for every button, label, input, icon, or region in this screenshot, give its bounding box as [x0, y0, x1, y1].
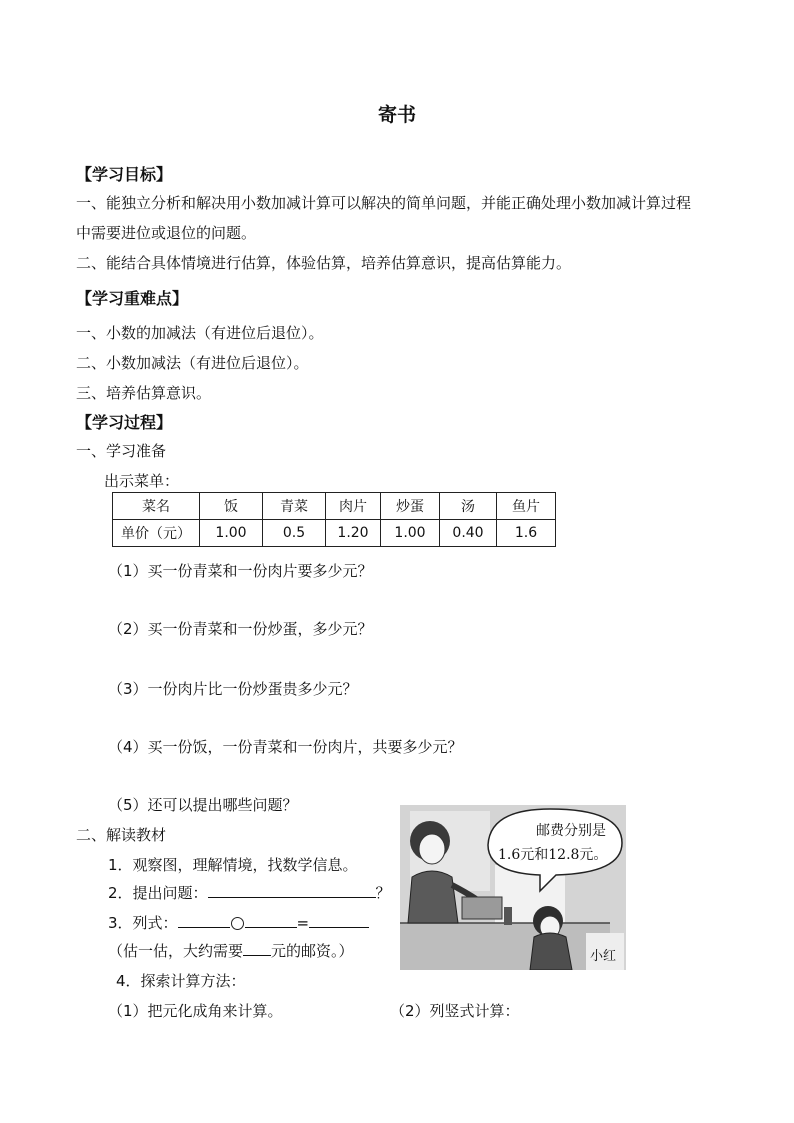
table-cell: 0.5 [263, 520, 326, 547]
method-1: （1）把元化成角来计算。 [108, 1002, 283, 1020]
table-cell: 1.00 [200, 520, 263, 547]
step-1: 1．观察图，理解情境，找数学信息。 [108, 856, 358, 874]
part-1-label: 一、学习准备 [76, 442, 167, 460]
estimate-prefix: （估一估，大约需要 [108, 942, 244, 960]
table-row [113, 520, 556, 547]
section-heading-process: 【学习过程】 [76, 413, 173, 432]
estimate-suffix: 元的邮资。） [271, 942, 354, 960]
step-3-label: 3．列式： [108, 914, 178, 932]
goal-line-3: 二、能结合具体情境进行估算，体验估算，培养估算意识，提高估算能力。 [76, 254, 572, 272]
question-3: （3）一份肉片比一份炒蛋贵多少元？ [108, 680, 358, 698]
table-cell: 菜名 [113, 493, 200, 520]
table-cell: 肉片 [326, 493, 381, 520]
step-2 [108, 882, 391, 903]
step-2-question-mark: ？ [375, 884, 391, 902]
key-point-3: 三、培养估算意识。 [76, 384, 212, 402]
goal-line-2: 中需要进位或退位的问题。 [76, 224, 257, 242]
key-point-2: 二、小数加减法（有进位后退位）。 [76, 354, 309, 372]
table-cell: 0.40 [440, 520, 497, 547]
equals-sign: = [296, 914, 310, 932]
table-cell: 青菜 [263, 493, 326, 520]
goal-line-1: 一、能独立分析和解决用小数加减计算可以解决的简单问题，并能正确处理小数加减计算过程 [76, 194, 692, 212]
method-2: （2）列竖式计算： [390, 1002, 520, 1020]
question-5: （5）还可以提出哪些问题？ [108, 796, 298, 814]
question-1: （1）买一份青菜和一份肉片要多少元？ [108, 562, 373, 580]
table-cell: 单价（元） [113, 520, 200, 547]
step-2-label: 2．提出问题： [108, 884, 208, 902]
step-3 [108, 912, 369, 933]
speech-bubble-line-1: 邮费分别是 [536, 823, 606, 839]
result-blank[interactable] [309, 913, 369, 928]
estimate-line [108, 940, 354, 961]
estimate-blank[interactable] [243, 941, 271, 956]
speech-bubble-line-2: 1.6元和12.8元。 [498, 847, 608, 863]
question-4: （4）买一份饭，一份青菜和一份肉片，共要多少元？ [108, 738, 463, 756]
table-cell: 饭 [200, 493, 263, 520]
page-title: 寄书 [377, 104, 416, 126]
menu-table [112, 492, 556, 547]
section-heading-key-points: 【学习重难点】 [76, 289, 189, 308]
question-blank[interactable] [208, 883, 376, 898]
child-name-label: 小红 [590, 949, 617, 964]
operand-blank-1[interactable] [178, 913, 230, 928]
question-2: （2）买一份青菜和一份炒蛋，多少元？ [108, 620, 373, 638]
table-row [113, 493, 556, 520]
table-cell: 1.00 [381, 520, 440, 547]
operator-circle[interactable] [231, 917, 244, 930]
key-point-1: 一、小数的加减法（有进位后退位）。 [76, 324, 324, 342]
table-cell: 1.20 [326, 520, 381, 547]
table-cell: 1.6 [497, 520, 556, 547]
menu-intro: 出示菜单： [104, 472, 180, 490]
part-2-label: 二、解读教材 [76, 826, 167, 844]
step-4: 4．探索计算方法： [116, 972, 246, 990]
table-cell: 炒蛋 [381, 493, 440, 520]
table-cell: 汤 [440, 493, 497, 520]
table-cell: 鱼片 [497, 493, 556, 520]
section-heading-goals: 【学习目标】 [76, 165, 173, 184]
operand-blank-2[interactable] [245, 913, 297, 928]
